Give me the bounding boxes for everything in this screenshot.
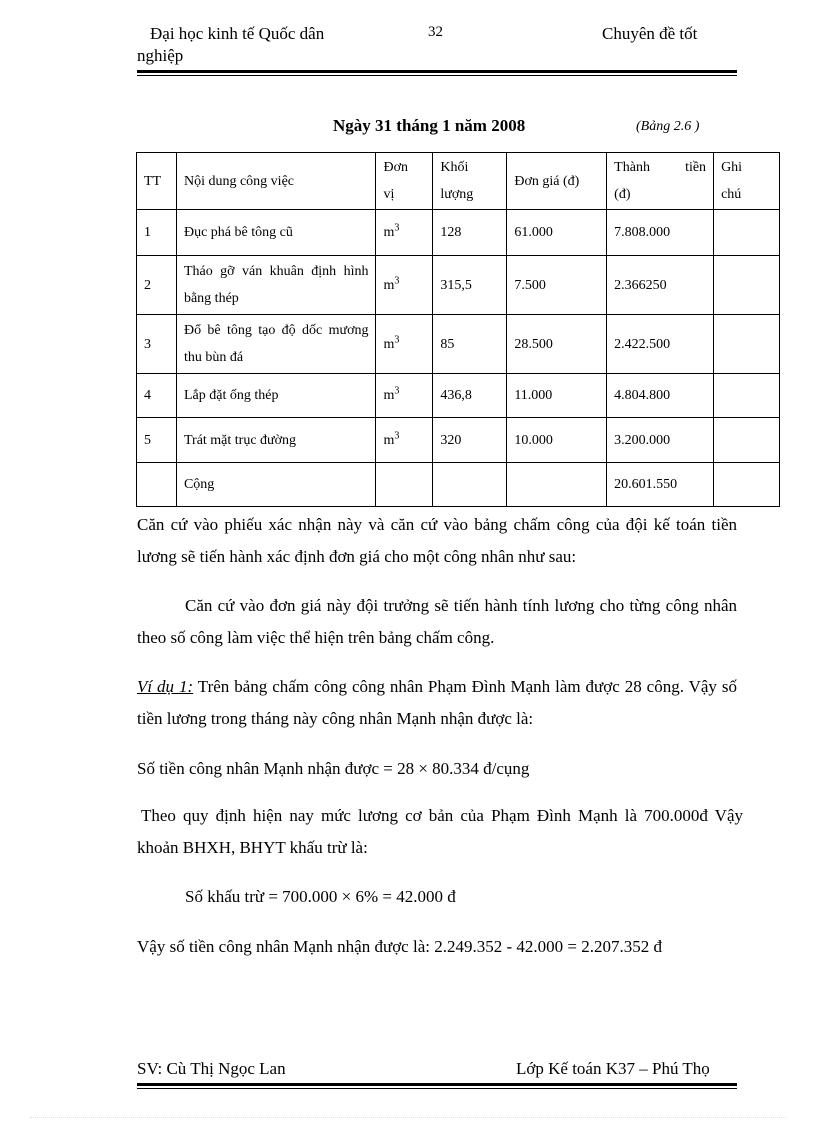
- row-note: [714, 418, 780, 463]
- sum-total: 20.601.550: [607, 463, 714, 507]
- paragraph-example: [137, 671, 737, 735]
- header-document-type: Chuyên đề tốt: [602, 24, 698, 43]
- row-total: 4.804.800: [607, 374, 714, 418]
- example-label: Ví dụ 1:: [137, 677, 194, 696]
- row-quantity: 436,8: [433, 374, 507, 418]
- table-reference: (Bảng 2.6 ): [636, 119, 700, 134]
- paragraph-deduction: Theo quy định hiện nay mức lương cơ bản của Phạm Đình Mạnh là 700.000đ Vậy khoản BHXH, BHYT khấu trừ là:: [137, 806, 743, 857]
- paragraph-basis: Căn cứ vào phiếu xác nhận này và căn cứ vào bảng chấm công của đội kế toán tiền lương sẽ tiến hành xác định đơn giá cho một công nhân như sau:: [137, 515, 737, 566]
- work-volume-table: [136, 152, 780, 507]
- header-tt: TT: [137, 153, 177, 210]
- table-row: [137, 210, 780, 256]
- table-row: [137, 374, 780, 418]
- row-tt: 3: [137, 315, 177, 374]
- row-unit-price: 11.000: [507, 374, 607, 418]
- header-rule-thick: [137, 70, 737, 73]
- row-tt: 5: [137, 418, 177, 463]
- footer-rule-thin: [137, 1088, 737, 1089]
- header-institution: Đại học kinh tế Quốc dân: [150, 24, 325, 43]
- example-text: Trên bảng chấm công công nhân Phạm Đình Mạnh làm được 28 công. Vậy số tiền lương trong tháng này công nhân Mạnh nhận được là:: [137, 677, 737, 728]
- row-quantity: 85: [433, 315, 507, 374]
- header-institution-continued: nghiệp: [137, 46, 184, 65]
- row-content: Lắp đặt ống thép: [176, 374, 376, 418]
- row-content: Đổ bê tông tạo độ dốc mương thu bùn đá: [176, 315, 376, 374]
- row-quantity: 315,5: [433, 256, 507, 315]
- row-tt: 2: [137, 256, 177, 315]
- header-rule-thin: [137, 75, 737, 76]
- footer-rule-thick: [137, 1083, 737, 1086]
- row-note: [714, 256, 780, 315]
- row-unit: $m^3$: [376, 374, 433, 418]
- footer-class: Lớp Kế toán K37 – Phú Thọ: [516, 1059, 710, 1078]
- row-tt: 1: [137, 210, 177, 256]
- row-total: 2.366250: [607, 256, 714, 315]
- table-row: [137, 315, 780, 374]
- footer-student: SV: Cù Thị Ngọc Lan: [137, 1059, 286, 1078]
- formula-net-pay: Vậy số tiền công nhân Mạnh nhận được là: 2.249.352 - 42.000 = 2.207.352 đ: [137, 937, 662, 956]
- row-note: [714, 374, 780, 418]
- row-total: 3.200.000: [607, 418, 714, 463]
- page-edge-divider: [30, 1117, 786, 1118]
- row-unit: $m^3$: [376, 418, 433, 463]
- header-total: Thành tiền (đ): [607, 153, 714, 210]
- row-content: Tháo gỡ ván khuân định hình bằng thép: [176, 256, 376, 315]
- sum-label: Cộng: [176, 463, 376, 507]
- row-unit-price: 7.500: [507, 256, 607, 315]
- table-row: [137, 418, 780, 463]
- row-total: 2.422.500: [607, 315, 714, 374]
- page-number: 32: [428, 24, 443, 40]
- paragraph-wage-calculation: Căn cứ vào đơn giá này đội trưởng sẽ tiến hành tính lương cho từng công nhân theo số công làm việc thể hiện trên bảng chấm công.: [137, 596, 737, 647]
- table-header-row: [137, 153, 780, 210]
- header-quantity: Khối lượng: [433, 153, 507, 210]
- row-unit-price: 61.000: [507, 210, 607, 256]
- row-content: Trát mặt trục đường: [176, 418, 376, 463]
- row-quantity: 128: [433, 210, 507, 256]
- table-sum-row: [137, 463, 780, 507]
- row-unit: $m^3$: [376, 210, 433, 256]
- row-total: 7.808.000: [607, 210, 714, 256]
- row-unit: $m^3$: [376, 256, 433, 315]
- header-note: Ghi chú: [714, 153, 780, 210]
- row-unit-price: 10.000: [507, 418, 607, 463]
- row-note: [714, 210, 780, 256]
- row-tt: 4: [137, 374, 177, 418]
- row-unit-price: 28.500: [507, 315, 607, 374]
- formula-deduction: Số khấu trừ = 700.000 × 6% = 42.000 đ: [185, 887, 456, 906]
- table-row: [137, 256, 780, 315]
- header-content: Nội dung công việc: [176, 153, 376, 210]
- row-note: [714, 315, 780, 374]
- header-unit-price: Đơn giá (đ): [507, 153, 607, 210]
- header-unit: Đơn vị: [376, 153, 433, 210]
- row-quantity: 320: [433, 418, 507, 463]
- row-unit: $m^3$: [376, 315, 433, 374]
- formula-wage: Số tiền công nhân Mạnh nhận được = 28 × 80.334 đ/cụng: [137, 759, 530, 778]
- row-content: Đục phá bê tông cũ: [176, 210, 376, 256]
- date-line: Ngày 31 tháng 1 năm 2008: [333, 116, 526, 135]
